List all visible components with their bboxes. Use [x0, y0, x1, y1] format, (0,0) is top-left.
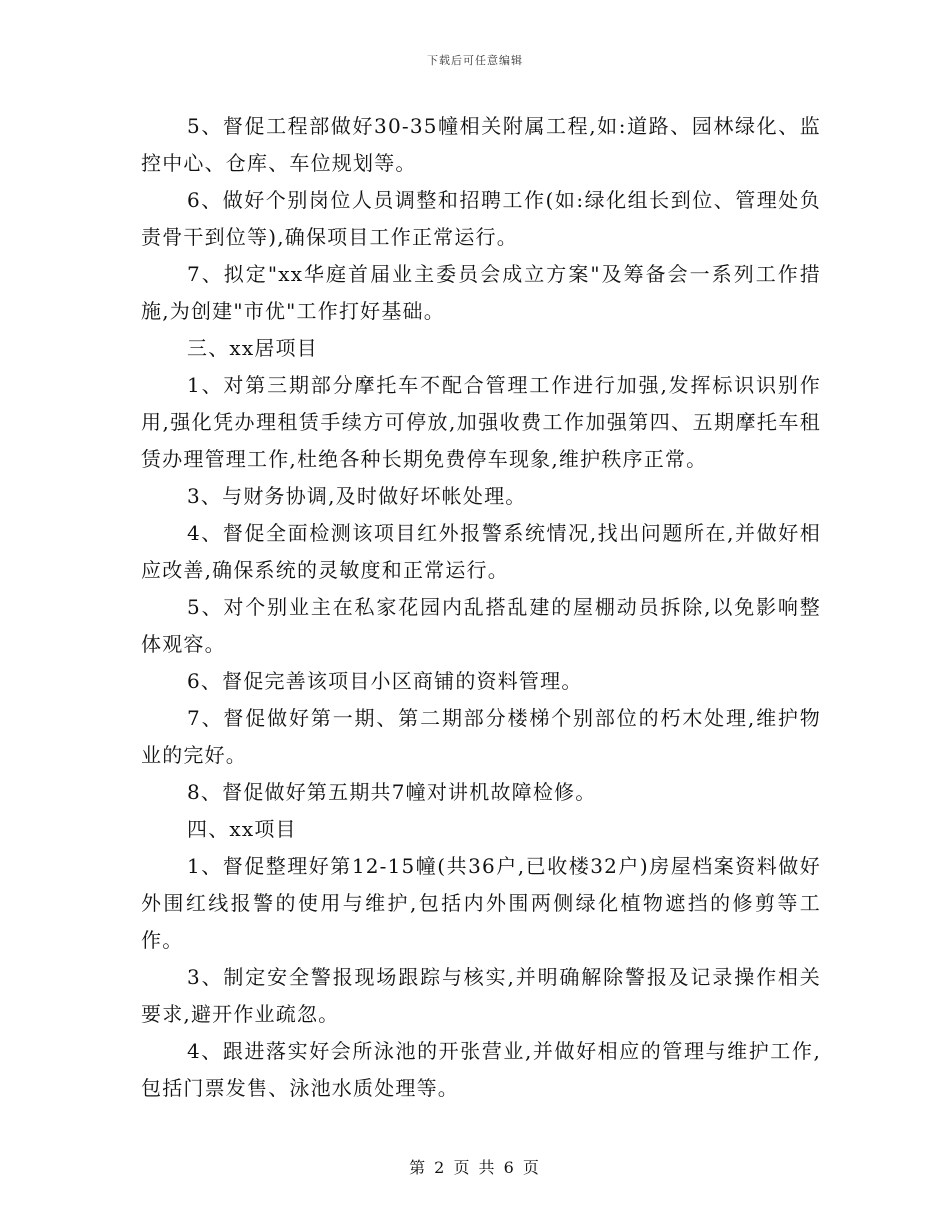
paragraph-item-3-security-alarm: 3、制定安全警报现场跟踪与核实,并明确解除警报及记录操作相关要求,避开作业疏忽。	[141, 965, 821, 1026]
paragraph-item-6-shop-records: 6、督促完善该项目小区商铺的资料管理。	[187, 669, 583, 693]
paragraph-item-7-wood-repair: 7、督促做好第一期、第二期部分楼梯个别部位的朽木处理,维护物业的完好。	[141, 706, 821, 767]
section-heading-3: 三、xx居项目	[187, 336, 318, 360]
paragraph-item-6-staffing: 6、做好个别岗位人员调整和招聘工作(如:绿化组长到位、管理处负责骨干到位等),确保项目工作正常运行。	[141, 188, 821, 249]
paragraph-item-4-alarm-system: 4、督促全面检测该项目红外报警系统情况,找出问题所在,并做好相应改善,确保系统的灵敏度和正常运行。	[141, 521, 821, 582]
paragraph-item-1-archives: 1、督促整理好第12-15幢(共36户,已收楼32户)房屋档案资料做好外围红线报警的使用与维护,包括内外围两侧绿化植物遮挡的修剪等工作。	[141, 854, 821, 952]
paragraph-item-3-finance: 3、与财务协调,及时做好坏帐处理。	[187, 484, 527, 508]
paragraph-item-5-annex-works: 5、督促工程部做好30-35幢相关附属工程,如:道路、园林绿化、监控中心、仓库、车位规划等。	[141, 114, 821, 175]
paragraph-item-5-sheds: 5、对个别业主在私家花园内乱搭乱建的屋棚动员拆除,以免影响整体观容。	[141, 595, 821, 656]
page-header: 下载后可任意编辑	[427, 54, 523, 67]
paragraph-item-1-motorcycles: 1、对第三期部分摩托车不配合管理工作进行加强,发挥标识识别作用,强化凭办理租赁手续方可停放,加强收费工作加强第四、五期摩托车租赁办理管理工作,杜绝各种长期免费停车现象,维护秩序正常。	[141, 373, 821, 471]
section-heading-4: 四、xx项目	[187, 817, 297, 841]
paragraph-item-8-intercom: 8、督促做好第五期共7幢对讲机故障检修。	[187, 780, 597, 804]
document-body	[141, 108, 821, 1107]
paragraph-item-7-owners-committee: 7、拟定"xx华庭首届业主委员会成立方案"及筹备会一系列工作措施,为创建"市优"工作打好基础。	[141, 262, 821, 323]
page-footer: 第 2 页 共 6 页	[409, 1158, 541, 1177]
paragraph-item-4-pool: 4、跟进落实好会所泳池的开张营业,并做好相应的管理与维护工作,包括门票发售、泳池水质处理等。	[141, 1039, 821, 1100]
